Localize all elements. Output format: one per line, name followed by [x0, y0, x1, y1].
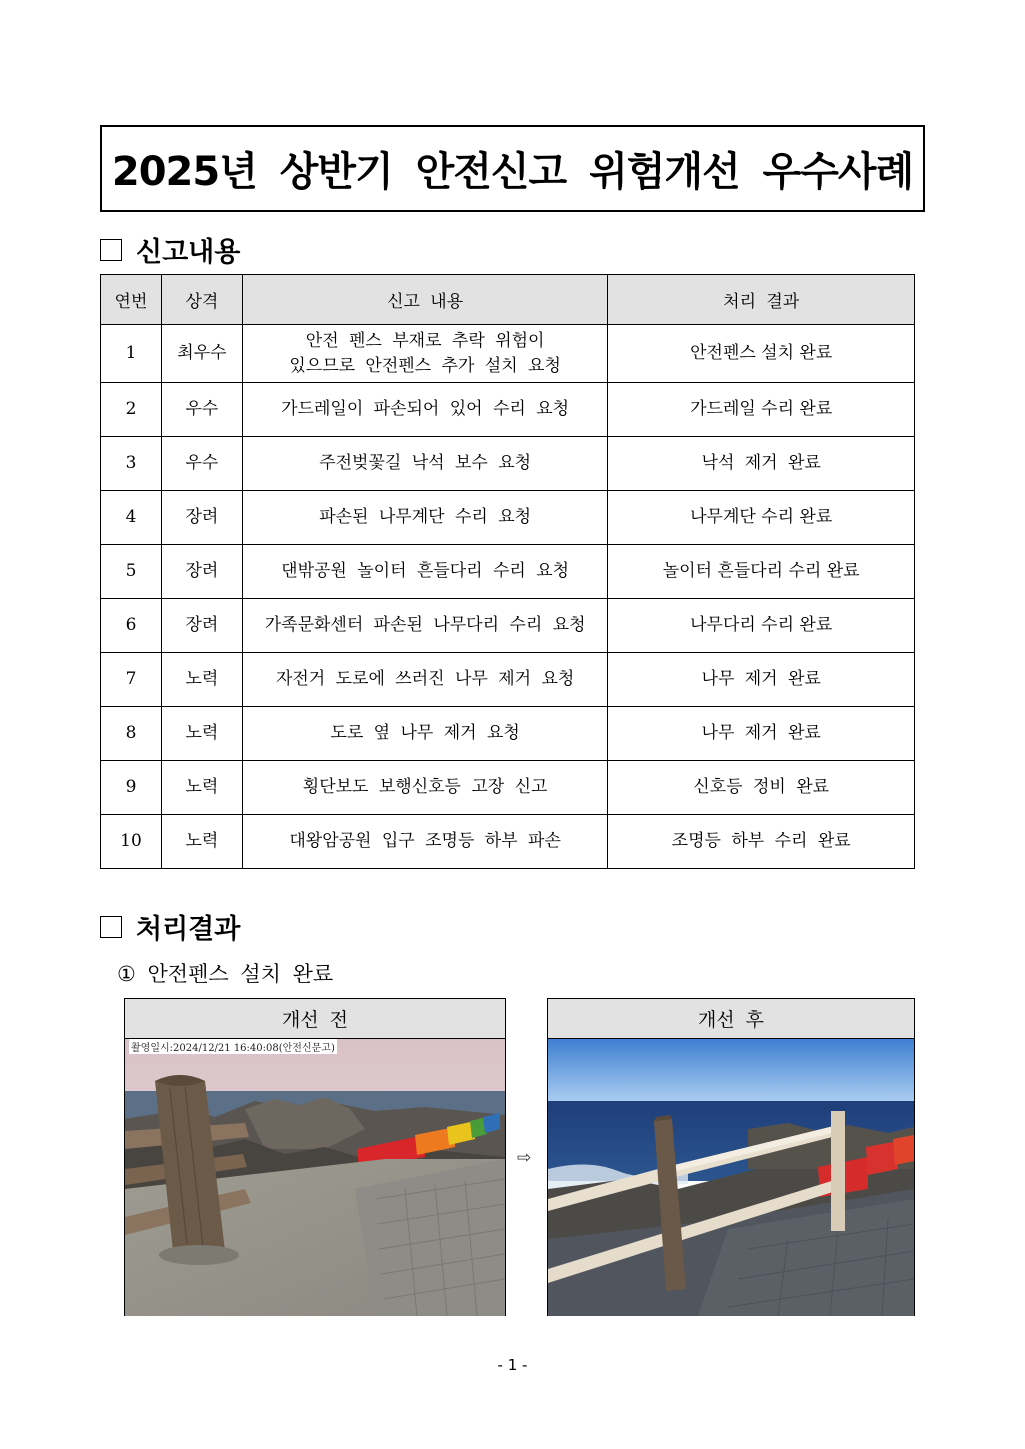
before-photo-panel — [124, 998, 506, 1316]
row-result: 안전펜스 설치 완료 — [608, 325, 915, 383]
table-row — [101, 761, 915, 815]
row-result: 가드레일 수리 완료 — [608, 383, 915, 437]
row-grade: 노력 — [161, 815, 242, 869]
before-photo — [125, 1039, 505, 1316]
square-bullet-icon — [100, 239, 122, 261]
row-result: 나무 제거 완료 — [608, 707, 915, 761]
row-no: 4 — [101, 491, 162, 545]
row-result: 나무다리 수리 완료 — [608, 599, 915, 653]
row-content: 파손된 나무계단 수리 요청 — [242, 491, 608, 545]
row-grade: 장려 — [161, 491, 242, 545]
table-row — [101, 383, 915, 437]
table-row — [101, 325, 915, 383]
row-grade: 노력 — [161, 653, 242, 707]
table-row — [101, 815, 915, 869]
row-result: 놀이터 흔들다리 수리 완료 — [608, 545, 915, 599]
section-heading-report — [100, 230, 240, 269]
square-bullet-icon — [100, 916, 122, 938]
row-no: 10 — [101, 815, 162, 869]
page-number: - 1 - — [497, 1356, 528, 1374]
col-header-no: 연번 — [101, 275, 162, 325]
row-no: 8 — [101, 707, 162, 761]
row-grade: 최우수 — [161, 325, 242, 383]
row-content: 대왕암공원 입구 조명등 하부 파손 — [242, 815, 608, 869]
table-row — [101, 437, 915, 491]
report-table — [100, 274, 915, 869]
row-grade: 장려 — [161, 545, 242, 599]
row-content: 가족문화센터 파손된 나무다리 수리 요청 — [242, 599, 608, 653]
table-row — [101, 599, 915, 653]
row-grade: 우수 — [161, 437, 242, 491]
before-label: 개선 전 — [125, 999, 505, 1039]
row-content: 횡단보도 보행신호등 고장 신고 — [242, 761, 608, 815]
col-header-content: 신고 내용 — [242, 275, 608, 325]
row-no: 3 — [101, 437, 162, 491]
row-content-line: 안전 펜스 부재로 추락 위험이 — [305, 330, 545, 351]
row-result: 나무 제거 완료 — [608, 653, 915, 707]
col-header-result: 처리 결과 — [608, 275, 915, 325]
page-title: 2025년 상반기 안전신고 위험개선 우수사례 — [111, 149, 914, 195]
row-content-line: 있으므로 안전펜스 추가 설치 요청 — [289, 355, 561, 376]
photo-timestamp: 촬영일시:2024/12/21 16:40:08(안전신문고) — [129, 1039, 337, 1054]
row-no: 5 — [101, 545, 162, 599]
row-grade: 노력 — [161, 707, 242, 761]
title-box — [100, 125, 925, 212]
arrow-icon: ⇨ — [517, 1148, 532, 1168]
col-header-grade: 상격 — [161, 275, 242, 325]
before-photo-image — [125, 1039, 505, 1316]
row-grade: 노력 — [161, 761, 242, 815]
row-grade: 장려 — [161, 599, 242, 653]
row-content: 댄밖공원 놀이터 흔들다리 수리 요청 — [242, 545, 608, 599]
table-header-row — [101, 275, 915, 325]
row-result: 조명등 하부 수리 완료 — [608, 815, 915, 869]
row-no: 1 — [101, 325, 162, 383]
after-label: 개선 후 — [548, 999, 914, 1039]
after-photo-panel — [547, 998, 915, 1316]
section-heading-result — [100, 907, 240, 946]
row-content: 자전거 도로에 쓰러진 나무 제거 요청 — [242, 653, 608, 707]
row-result: 신호등 정비 완료 — [608, 761, 915, 815]
section-heading-result-label: 처리결과 — [136, 914, 241, 945]
row-no: 2 — [101, 383, 162, 437]
row-no: 9 — [101, 761, 162, 815]
table-row — [101, 491, 915, 545]
row-result: 낙석 제거 완료 — [608, 437, 915, 491]
table-row — [101, 653, 915, 707]
row-no: 7 — [101, 653, 162, 707]
row-content: 도로 옆 나무 제거 요청 — [242, 707, 608, 761]
result-item-title: ① 안전펜스 설치 완료 — [117, 962, 334, 986]
row-result: 나무계단 수리 완료 — [608, 491, 915, 545]
table-row — [101, 545, 915, 599]
row-content: 주전벚꽃길 낙석 보수 요청 — [242, 437, 608, 491]
table-row — [101, 707, 915, 761]
row-content — [242, 325, 608, 383]
row-content: 가드레일이 파손되어 있어 수리 요청 — [242, 383, 608, 437]
after-photo — [548, 1039, 914, 1316]
row-no: 6 — [101, 599, 162, 653]
after-photo-image — [548, 1039, 914, 1316]
row-grade: 우수 — [161, 383, 242, 437]
section-heading-report-label: 신고내용 — [136, 237, 241, 268]
